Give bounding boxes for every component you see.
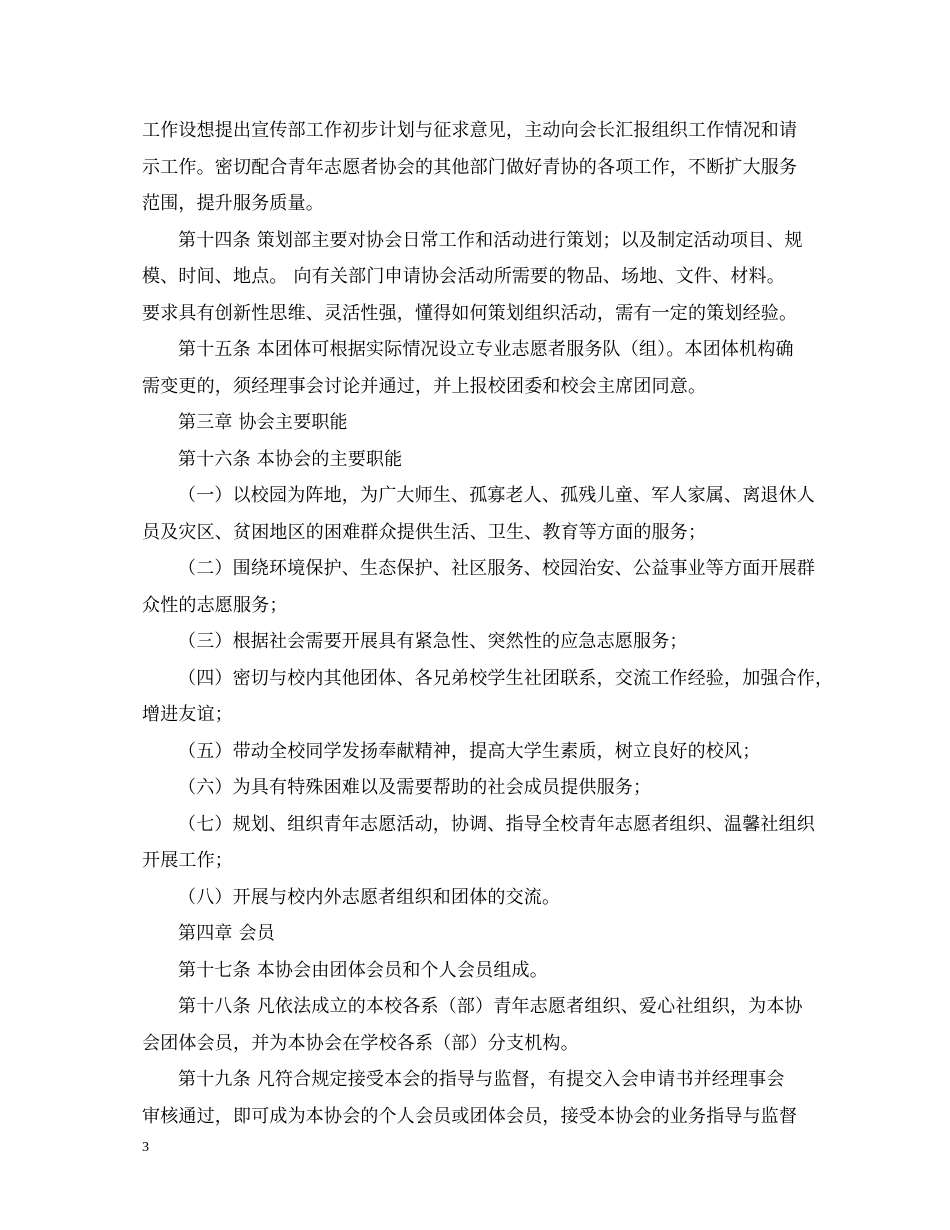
text-line: 模、时间、地点。 向有关部门申请协会活动所需要的物品、场地、文件、材料。: [142, 266, 785, 287]
text-line: 要求具有创新性思维、灵活性强，懂得如何策划组织活动，需有一定的策划经验。: [142, 302, 798, 324]
text-line: 增进友谊；: [142, 704, 233, 725]
text-line: （三）根据社会需要开展具有紧急性、突然性的应急志愿服务；: [178, 631, 688, 652]
text-line: （五）带动全校同学发扬奉献精神，提高大学生素质，树立良好的校风；: [178, 740, 761, 762]
text-line: 开展工作；: [142, 850, 233, 871]
text-line: 审核通过，即可成为本协会的个人会员或团体会员，接受本协会的业务指导与监督: [142, 1105, 798, 1127]
text-line: 众性的志愿服务；: [142, 594, 288, 616]
text-line: 第十五条 本团体可根据实际情况设立专业志愿者服务队（组）。本团体机构确: [178, 339, 794, 360]
text-line: （二）围绕环境保护、生态保护、社区服务、校园治安、公益事业等方面开展群: [178, 558, 815, 579]
text-line: 第十七条 本协会由团体会员和个人会员组成。: [178, 959, 548, 981]
text-line: 员及灾区、贫困地区的困难群众提供生活、卫生、教育等方面的服务；: [142, 521, 707, 543]
text-line: 示工作。密切配合青年志愿者协会的其他部门做好青协的各项工作，不断扩大服务: [142, 156, 798, 178]
text-line: 第十九条 凡符合规定接受本会的指导与监督，有提交入会申请书并经理事会: [178, 1069, 785, 1090]
text-line: （七）规划、组织青年志愿活动，协调、指导全校青年志愿者组织、温馨社组织: [178, 813, 815, 835]
text-line: （一）以校园为阵地，为广大师生、孤寡老人、孤残儿童、军人家属、离退休人: [178, 485, 815, 506]
text-line: 第十六条 本协会的主要职能: [178, 448, 403, 470]
text-line: 第三章 协会主要职能: [178, 412, 348, 433]
page-number: 3: [142, 1140, 149, 1155]
text-line: 第十八条 凡依法成立的本校各系（部）青年志愿者组织、爱心社组织，为本协: [178, 996, 803, 1017]
text-line: 第四章 会员: [178, 923, 275, 944]
text-line: 范围，提升服务质量。: [142, 193, 324, 214]
document-body: [142, 113, 834, 1135]
text-line: 第十四条 策划部主要对协会日常工作和活动进行策划；以及制定活动项目、规: [178, 229, 803, 251]
text-line: （六）为具有特殊困难以及需要帮助的社会成员提供服务；: [178, 777, 652, 798]
text-line: （四）密切与校内其他团体、各兄弟校学生社团联系，交流工作经验，加强合作，: [178, 667, 834, 689]
text-line: 会团体会员，并为本协会在学校各系（部）分支机构。: [142, 1032, 579, 1054]
text-line: 工作设想提出宣传部工作初步计划与征求意见，主动向会长汇报组织工作情况和请: [142, 120, 798, 141]
text-line: 需变更的，须经理事会讨论并通过，并上报校团委和校会主席团同意。: [142, 375, 707, 397]
text-line: （八）开展与校内外志愿者组织和团体的交流。: [178, 886, 561, 908]
